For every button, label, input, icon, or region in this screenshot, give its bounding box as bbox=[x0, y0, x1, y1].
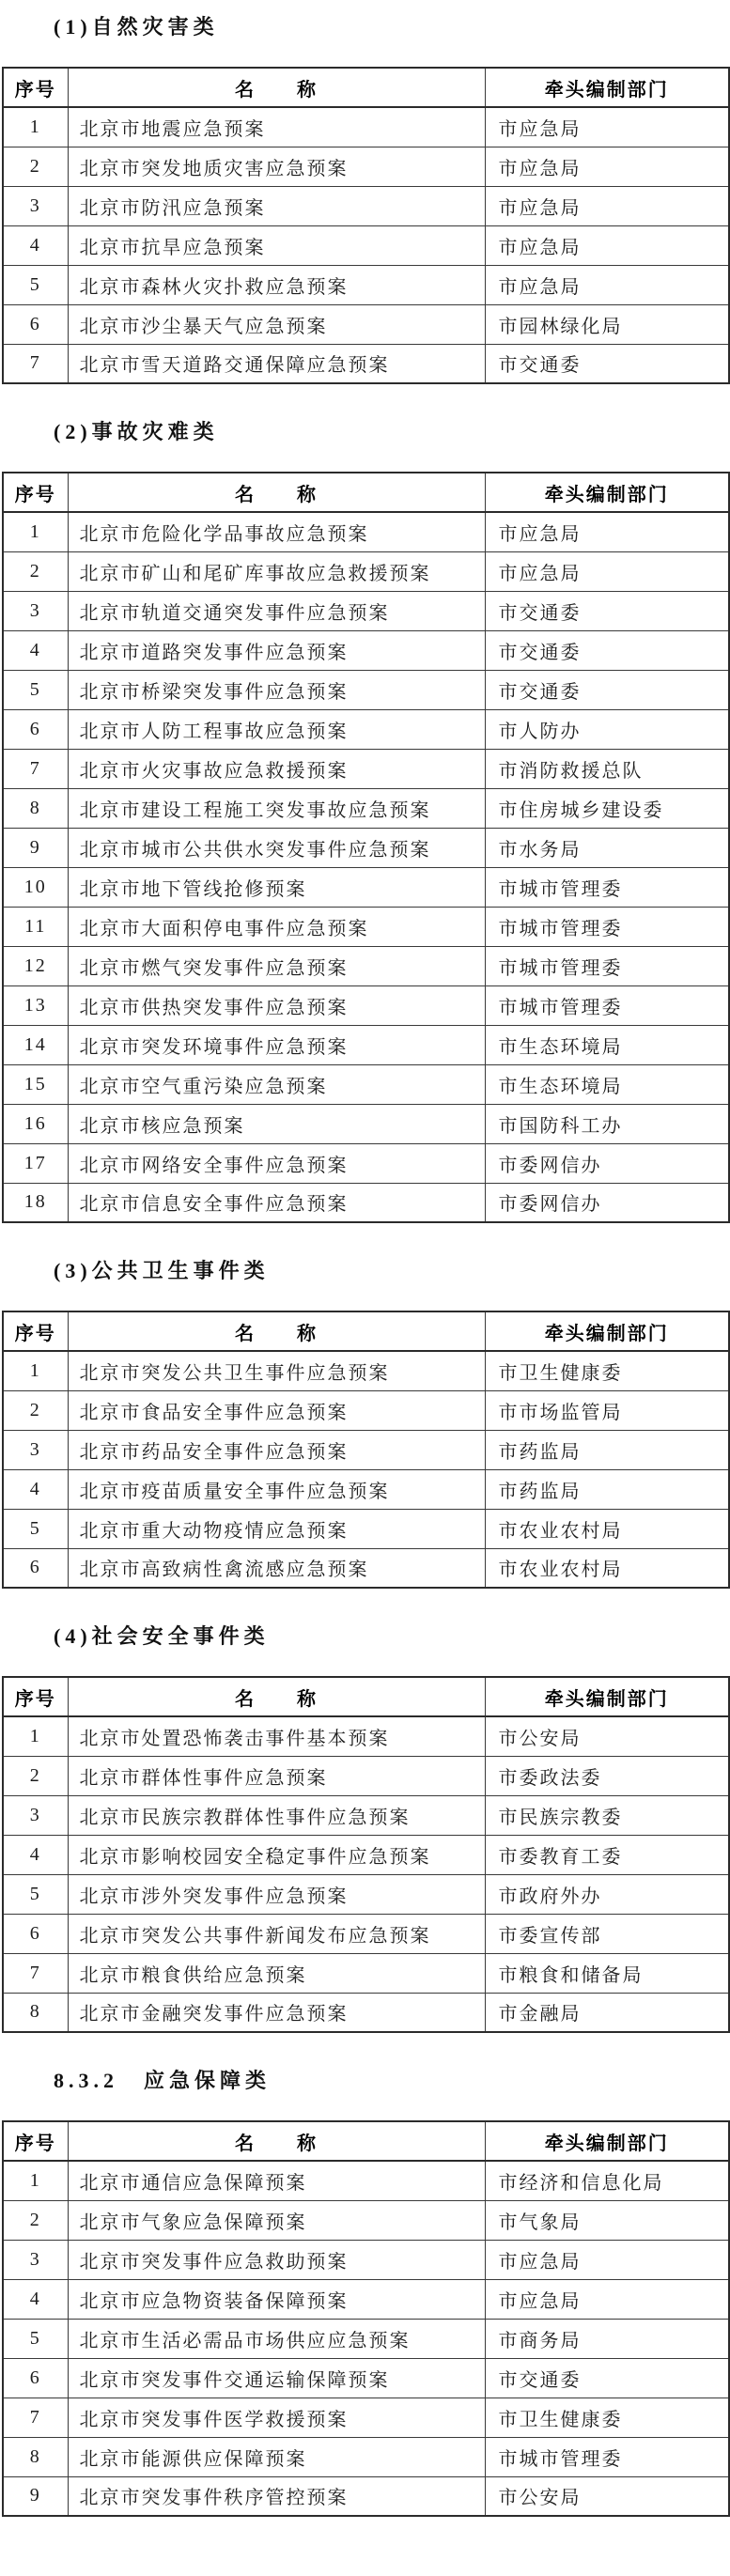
cell-plan-name: 北京市药品安全事件应急预案 bbox=[68, 1430, 485, 1469]
cell-department: 市粮食和储备局 bbox=[485, 1953, 729, 1993]
plans-table bbox=[2, 67, 730, 384]
cell-department: 市公安局 bbox=[485, 1716, 729, 1756]
cell-department: 市卫生健康委 bbox=[485, 2398, 729, 2437]
section-heading: 8.3.2 应急保障类 bbox=[54, 2069, 272, 2092]
table-row bbox=[3, 946, 729, 985]
table-row bbox=[3, 107, 729, 147]
cell-index: 5 bbox=[3, 670, 68, 709]
table-row bbox=[3, 1143, 729, 1183]
cell-department: 市消防救援总队 bbox=[485, 749, 729, 788]
cell-plan-name: 北京市核应急预案 bbox=[68, 1104, 485, 1143]
cell-plan-name: 北京市网络安全事件应急预案 bbox=[68, 1143, 485, 1183]
cell-department: 市公安局 bbox=[485, 2476, 729, 2516]
col-header-name: 名 称 bbox=[68, 473, 485, 512]
table-row bbox=[3, 907, 729, 946]
cell-department: 市商务局 bbox=[485, 2319, 729, 2358]
table-row bbox=[3, 2161, 729, 2200]
cell-department: 市药监局 bbox=[485, 1430, 729, 1469]
col-header-department: 牵头编制部门 bbox=[485, 1311, 729, 1351]
cell-index: 18 bbox=[3, 1183, 68, 1222]
cell-plan-name: 北京市人防工程事故应急预案 bbox=[68, 709, 485, 749]
cell-plan-name: 北京市城市公共供水突发事件应急预案 bbox=[68, 828, 485, 867]
table-row bbox=[3, 1064, 729, 1104]
cell-plan-name: 北京市金融突发事件应急预案 bbox=[68, 1993, 485, 2032]
table-row bbox=[3, 1509, 729, 1548]
cell-department: 市交通委 bbox=[485, 630, 729, 670]
col-header-index: 序号 bbox=[3, 68, 68, 107]
cell-department: 市应急局 bbox=[485, 551, 729, 591]
cell-index: 3 bbox=[3, 591, 68, 630]
cell-index: 4 bbox=[3, 1469, 68, 1509]
cell-plan-name: 北京市粮食供给应急预案 bbox=[68, 1953, 485, 1993]
table-row bbox=[3, 2319, 729, 2358]
cell-department: 市委网信办 bbox=[485, 1183, 729, 1222]
cell-department: 市交通委 bbox=[485, 591, 729, 630]
plan-section bbox=[2, 418, 728, 1223]
cell-plan-name: 北京市突发事件秩序管控预案 bbox=[68, 2476, 485, 2516]
table-row bbox=[3, 1716, 729, 1756]
table-row bbox=[3, 709, 729, 749]
cell-index: 17 bbox=[3, 1143, 68, 1183]
cell-index: 4 bbox=[3, 225, 68, 265]
table-row bbox=[3, 344, 729, 383]
cell-index: 7 bbox=[3, 344, 68, 383]
cell-department: 市应急局 bbox=[485, 107, 729, 147]
plans-table bbox=[2, 472, 730, 1223]
table-row bbox=[3, 304, 729, 344]
table-row bbox=[3, 2358, 729, 2398]
cell-department: 市应急局 bbox=[485, 265, 729, 304]
cell-department: 市委网信办 bbox=[485, 1143, 729, 1183]
col-header-name: 名 称 bbox=[68, 1677, 485, 1716]
col-header-department: 牵头编制部门 bbox=[485, 473, 729, 512]
cell-plan-name: 北京市涉外突发事件应急预案 bbox=[68, 1874, 485, 1914]
cell-department: 市政府外办 bbox=[485, 1874, 729, 1914]
cell-plan-name: 北京市防汛应急预案 bbox=[68, 186, 485, 225]
cell-plan-name: 北京市大面积停电事件应急预案 bbox=[68, 907, 485, 946]
cell-department: 市委宣传部 bbox=[485, 1914, 729, 1953]
col-header-index: 序号 bbox=[3, 473, 68, 512]
cell-index: 5 bbox=[3, 1509, 68, 1548]
cell-department: 市应急局 bbox=[485, 2279, 729, 2319]
table-row bbox=[3, 591, 729, 630]
cell-index: 2 bbox=[3, 2200, 68, 2240]
cell-department: 市应急局 bbox=[485, 2240, 729, 2279]
cell-department: 市药监局 bbox=[485, 1469, 729, 1509]
cell-plan-name: 北京市道路突发事件应急预案 bbox=[68, 630, 485, 670]
cell-index: 8 bbox=[3, 788, 68, 828]
cell-index: 2 bbox=[3, 551, 68, 591]
table-row bbox=[3, 2240, 729, 2279]
table-row bbox=[3, 186, 729, 225]
table-row bbox=[3, 1835, 729, 1874]
cell-department: 市城市管理委 bbox=[485, 2437, 729, 2476]
table-row bbox=[3, 512, 729, 551]
col-header-department: 牵头编制部门 bbox=[485, 68, 729, 107]
table-row bbox=[3, 630, 729, 670]
cell-index: 3 bbox=[3, 186, 68, 225]
cell-index: 7 bbox=[3, 1953, 68, 1993]
cell-index: 15 bbox=[3, 1064, 68, 1104]
cell-plan-name: 北京市食品安全事件应急预案 bbox=[68, 1390, 485, 1430]
cell-plan-name: 北京市突发事件应急救助预案 bbox=[68, 2240, 485, 2279]
table-header-row bbox=[3, 1311, 729, 1351]
cell-index: 5 bbox=[3, 265, 68, 304]
cell-department: 市金融局 bbox=[485, 1993, 729, 2032]
cell-department: 市园林绿化局 bbox=[485, 304, 729, 344]
table-body bbox=[3, 107, 729, 383]
cell-index: 12 bbox=[3, 946, 68, 985]
cell-index: 9 bbox=[3, 828, 68, 867]
plan-section bbox=[2, 13, 728, 384]
section-heading: (2)事故灾难类 bbox=[54, 420, 219, 443]
cell-department: 市住房城乡建设委 bbox=[485, 788, 729, 828]
cell-department: 市应急局 bbox=[485, 225, 729, 265]
cell-plan-name: 北京市高致病性禽流感应急预案 bbox=[68, 1548, 485, 1588]
cell-department: 市气象局 bbox=[485, 2200, 729, 2240]
col-header-department: 牵头编制部门 bbox=[485, 1677, 729, 1716]
cell-plan-name: 北京市群体性事件应急预案 bbox=[68, 1756, 485, 1795]
cell-department: 市城市管理委 bbox=[485, 907, 729, 946]
cell-plan-name: 北京市重大动物疫情应急预案 bbox=[68, 1509, 485, 1548]
table-row bbox=[3, 749, 729, 788]
cell-department: 市交通委 bbox=[485, 670, 729, 709]
cell-plan-name: 北京市燃气突发事件应急预案 bbox=[68, 946, 485, 985]
cell-index: 6 bbox=[3, 1548, 68, 1588]
col-header-name: 名 称 bbox=[68, 1311, 485, 1351]
cell-department: 市卫生健康委 bbox=[485, 1351, 729, 1390]
table-row bbox=[3, 1025, 729, 1064]
table-row bbox=[3, 1874, 729, 1914]
cell-index: 5 bbox=[3, 1874, 68, 1914]
table-row bbox=[3, 1914, 729, 1953]
cell-index: 5 bbox=[3, 2319, 68, 2358]
cell-index: 1 bbox=[3, 1716, 68, 1756]
table-row bbox=[3, 147, 729, 186]
cell-plan-name: 北京市空气重污染应急预案 bbox=[68, 1064, 485, 1104]
cell-plan-name: 北京市森林火灾扑救应急预案 bbox=[68, 265, 485, 304]
table-row bbox=[3, 1183, 729, 1222]
cell-department: 市委政法委 bbox=[485, 1756, 729, 1795]
col-header-name: 名 称 bbox=[68, 2121, 485, 2161]
cell-index: 6 bbox=[3, 2358, 68, 2398]
cell-plan-name: 北京市突发事件交通运输保障预案 bbox=[68, 2358, 485, 2398]
cell-index: 10 bbox=[3, 867, 68, 907]
cell-index: 1 bbox=[3, 1351, 68, 1390]
cell-index: 6 bbox=[3, 709, 68, 749]
cell-department: 市城市管理委 bbox=[485, 867, 729, 907]
cell-index: 7 bbox=[3, 2398, 68, 2437]
cell-index: 8 bbox=[3, 2437, 68, 2476]
cell-index: 1 bbox=[3, 2161, 68, 2200]
cell-index: 2 bbox=[3, 1390, 68, 1430]
cell-plan-name: 北京市轨道交通突发事件应急预案 bbox=[68, 591, 485, 630]
table-row bbox=[3, 265, 729, 304]
table-row bbox=[3, 2200, 729, 2240]
table-row bbox=[3, 225, 729, 265]
cell-plan-name: 北京市影响校园安全稳定事件应急预案 bbox=[68, 1835, 485, 1874]
cell-department: 市民族宗教委 bbox=[485, 1795, 729, 1835]
table-row bbox=[3, 985, 729, 1025]
table-row bbox=[3, 1993, 729, 2032]
cell-plan-name: 北京市建设工程施工突发事故应急预案 bbox=[68, 788, 485, 828]
cell-plan-name: 北京市能源供应保障预案 bbox=[68, 2437, 485, 2476]
plan-section bbox=[2, 1622, 728, 2033]
cell-index: 3 bbox=[3, 1795, 68, 1835]
cell-plan-name: 北京市雪天道路交通保障应急预案 bbox=[68, 344, 485, 383]
col-header-index: 序号 bbox=[3, 1311, 68, 1351]
cell-index: 2 bbox=[3, 1756, 68, 1795]
table-row bbox=[3, 2437, 729, 2476]
table-body bbox=[3, 1351, 729, 1588]
table-row bbox=[3, 1756, 729, 1795]
cell-plan-name: 北京市突发公共卫生事件应急预案 bbox=[68, 1351, 485, 1390]
table-row bbox=[3, 828, 729, 867]
table-header-row bbox=[3, 2121, 729, 2161]
cell-index: 4 bbox=[3, 2279, 68, 2319]
cell-plan-name: 北京市地下管线抢修预案 bbox=[68, 867, 485, 907]
cell-index: 6 bbox=[3, 1914, 68, 1953]
table-body bbox=[3, 512, 729, 1222]
cell-plan-name: 北京市危险化学品事故应急预案 bbox=[68, 512, 485, 551]
table-row bbox=[3, 1430, 729, 1469]
cell-department: 市城市管理委 bbox=[485, 985, 729, 1025]
cell-index: 7 bbox=[3, 749, 68, 788]
cell-plan-name: 北京市通信应急保障预案 bbox=[68, 2161, 485, 2200]
table-row bbox=[3, 1795, 729, 1835]
cell-plan-name: 北京市桥梁突发事件应急预案 bbox=[68, 670, 485, 709]
col-header-index: 序号 bbox=[3, 2121, 68, 2161]
cell-department: 市城市管理委 bbox=[485, 946, 729, 985]
table-header-row bbox=[3, 68, 729, 107]
plan-section bbox=[2, 1257, 728, 1589]
table-row bbox=[3, 1953, 729, 1993]
cell-index: 14 bbox=[3, 1025, 68, 1064]
cell-plan-name: 北京市矿山和尾矿库事故应急救援预案 bbox=[68, 551, 485, 591]
section-heading: (3)公共卫生事件类 bbox=[54, 1259, 270, 1282]
cell-department: 市水务局 bbox=[485, 828, 729, 867]
cell-plan-name: 北京市突发公共事件新闻发布应急预案 bbox=[68, 1914, 485, 1953]
plan-section bbox=[2, 2067, 728, 2517]
table-row bbox=[3, 1548, 729, 1588]
cell-plan-name: 北京市生活必需品市场供应应急预案 bbox=[68, 2319, 485, 2358]
cell-department: 市国防科工办 bbox=[485, 1104, 729, 1143]
cell-department: 市交通委 bbox=[485, 344, 729, 383]
cell-plan-name: 北京市民族宗教群体性事件应急预案 bbox=[68, 1795, 485, 1835]
table-row bbox=[3, 670, 729, 709]
table-header-row bbox=[3, 473, 729, 512]
cell-plan-name: 北京市疫苗质量安全事件应急预案 bbox=[68, 1469, 485, 1509]
table-body bbox=[3, 2161, 729, 2516]
table-row bbox=[3, 1469, 729, 1509]
cell-index: 8 bbox=[3, 1993, 68, 2032]
cell-index: 4 bbox=[3, 1835, 68, 1874]
table-row bbox=[3, 551, 729, 591]
cell-index: 2 bbox=[3, 147, 68, 186]
cell-plan-name: 北京市沙尘暴天气应急预案 bbox=[68, 304, 485, 344]
cell-plan-name: 北京市供热突发事件应急预案 bbox=[68, 985, 485, 1025]
table-row bbox=[3, 867, 729, 907]
cell-plan-name: 北京市地震应急预案 bbox=[68, 107, 485, 147]
table-row bbox=[3, 788, 729, 828]
document-page bbox=[2, 13, 728, 2517]
cell-department: 市应急局 bbox=[485, 186, 729, 225]
table-body bbox=[3, 1716, 729, 2032]
cell-plan-name: 北京市火灾事故应急救援预案 bbox=[68, 749, 485, 788]
cell-index: 3 bbox=[3, 1430, 68, 1469]
cell-department: 市应急局 bbox=[485, 512, 729, 551]
cell-index: 13 bbox=[3, 985, 68, 1025]
cell-department: 市委教育工委 bbox=[485, 1835, 729, 1874]
cell-department: 市市场监管局 bbox=[485, 1390, 729, 1430]
table-row bbox=[3, 2279, 729, 2319]
table-row bbox=[3, 1104, 729, 1143]
cell-plan-name: 北京市处置恐怖袭击事件基本预案 bbox=[68, 1716, 485, 1756]
cell-index: 1 bbox=[3, 512, 68, 551]
cell-department: 市交通委 bbox=[485, 2358, 729, 2398]
cell-plan-name: 北京市突发事件医学救援预案 bbox=[68, 2398, 485, 2437]
table-row bbox=[3, 2476, 729, 2516]
table-row bbox=[3, 1390, 729, 1430]
col-header-name: 名 称 bbox=[68, 68, 485, 107]
cell-plan-name: 北京市抗旱应急预案 bbox=[68, 225, 485, 265]
cell-index: 16 bbox=[3, 1104, 68, 1143]
col-header-department: 牵头编制部门 bbox=[485, 2121, 729, 2161]
cell-department: 市农业农村局 bbox=[485, 1509, 729, 1548]
cell-department: 市农业农村局 bbox=[485, 1548, 729, 1588]
table-row bbox=[3, 2398, 729, 2437]
cell-plan-name: 北京市信息安全事件应急预案 bbox=[68, 1183, 485, 1222]
cell-index: 3 bbox=[3, 2240, 68, 2279]
cell-index: 11 bbox=[3, 907, 68, 946]
section-heading: (4)社会安全事件类 bbox=[54, 1624, 270, 1648]
cell-department: 市生态环境局 bbox=[485, 1064, 729, 1104]
table-row bbox=[3, 1351, 729, 1390]
plans-table bbox=[2, 2120, 730, 2517]
cell-plan-name: 北京市气象应急保障预案 bbox=[68, 2200, 485, 2240]
cell-index: 4 bbox=[3, 630, 68, 670]
col-header-index: 序号 bbox=[3, 1677, 68, 1716]
plans-table bbox=[2, 1311, 730, 1589]
table-header-row bbox=[3, 1677, 729, 1716]
cell-plan-name: 北京市突发环境事件应急预案 bbox=[68, 1025, 485, 1064]
cell-index: 1 bbox=[3, 107, 68, 147]
plans-table bbox=[2, 1676, 730, 2033]
cell-plan-name: 北京市应急物资装备保障预案 bbox=[68, 2279, 485, 2319]
section-heading: (1)自然灾害类 bbox=[54, 15, 219, 39]
cell-plan-name: 北京市突发地质灾害应急预案 bbox=[68, 147, 485, 186]
cell-department: 市经济和信息化局 bbox=[485, 2161, 729, 2200]
cell-department: 市生态环境局 bbox=[485, 1025, 729, 1064]
cell-department: 市人防办 bbox=[485, 709, 729, 749]
cell-index: 6 bbox=[3, 304, 68, 344]
cell-index: 9 bbox=[3, 2476, 68, 2516]
cell-department: 市应急局 bbox=[485, 147, 729, 186]
